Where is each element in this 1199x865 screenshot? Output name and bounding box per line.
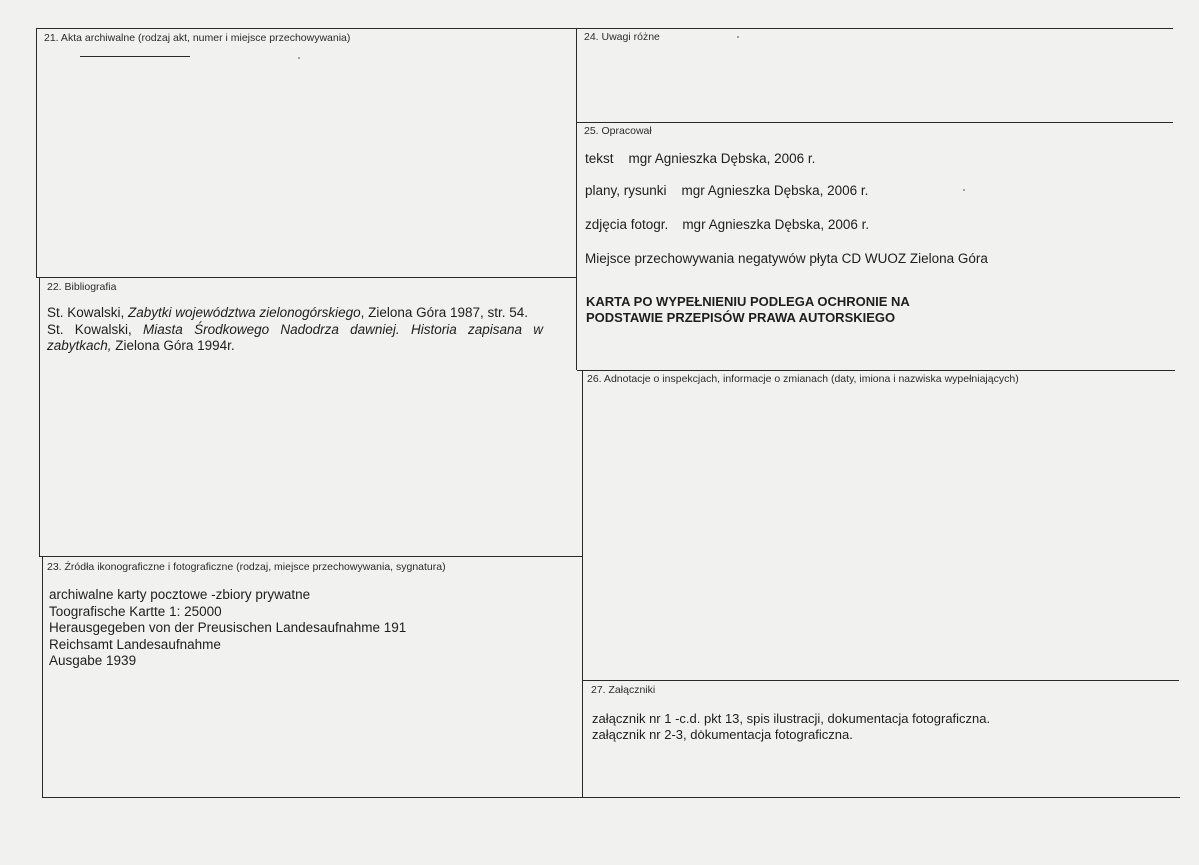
scan-speck xyxy=(298,57,300,59)
bibliography-entry-2 xyxy=(47,322,543,339)
scan-speck xyxy=(963,189,965,191)
bibliography-left-border xyxy=(39,278,40,556)
section-26-header: 26. Adnotacje o inspekcjach, informacje o zmianach (daty, imiona i nazwiska wypełniających) xyxy=(587,373,1019,385)
bibliography-entry-1 xyxy=(47,305,543,322)
source-line: Ausgabe 1939 xyxy=(49,653,137,668)
bib-author: St. Kowalski, xyxy=(47,305,129,320)
author-row-value: mgr Agnieszka Dębska, 2006 r. xyxy=(681,183,869,198)
bib-title: Miasta Środkowego Nadodrza dawniej. Historia zapisana w xyxy=(143,321,543,337)
scan-speck xyxy=(737,36,739,38)
iconographic-sources xyxy=(49,587,406,670)
bibliography-text xyxy=(47,305,543,355)
form-left-border xyxy=(36,28,37,278)
bib-title: Zabytki województwa zielonogórskiego xyxy=(128,305,361,320)
author-row-value: mgr Agnieszka Dębska, 2006 r. xyxy=(682,217,870,232)
author-row-value: mgr Agnieszka Dębska, 2006 r. xyxy=(628,151,816,166)
copyright-notice-line-1: KARTA PO WYPEŁNIENIU PODLEGA OCHRONIE NA xyxy=(586,294,910,309)
attachments-list xyxy=(592,711,990,743)
bib-details: , Zielona Góra 1987, str. 54. xyxy=(360,305,529,320)
column-divider-upper xyxy=(576,28,577,370)
source-line: Herausgegeben von der Preusischen Landesaufnahme 191 xyxy=(49,620,407,635)
bib-details: Zielona Góra 1994r. xyxy=(111,338,235,353)
short-rule xyxy=(80,56,190,57)
divider-25 xyxy=(577,122,1173,123)
bib-author: St. Kowalski, xyxy=(47,321,144,337)
divider-23 xyxy=(39,556,583,557)
bib-title: zabytkach, xyxy=(47,338,112,353)
divider-27 xyxy=(582,680,1179,681)
author-row-text xyxy=(585,151,815,166)
author-row-label: zdjęcia fotogr. xyxy=(585,217,669,232)
section-27-header: 27. Załączniki xyxy=(591,684,656,696)
column-divider-lower xyxy=(582,370,583,797)
author-row-photos xyxy=(585,217,869,232)
author-row-label: tekst xyxy=(585,151,614,166)
section-24-header: 24. Uwagi różne xyxy=(584,31,660,43)
source-line: Reichsamt Landesaufnahme xyxy=(49,636,221,652)
source-line: archiwalne karty pocztowe -zbiory prywatne xyxy=(49,587,311,602)
negatives-location: Miejsce przechowywania negatywów płyta CD WUOZ Zielona Góra xyxy=(585,251,988,266)
section-23-header: 23. Źródła ikonograficzne i fotograficzne (rodzaj, miejsce przechowywania, sygnatura) xyxy=(47,561,446,573)
section-21-header: 21. Akta archiwalne (rodzaj akt, numer i miejsce przechowywania) xyxy=(44,32,351,44)
form-left-border-lower xyxy=(42,556,43,797)
section-22-header: 22. Bibliografia xyxy=(47,281,117,293)
attachment-line: załącznik nr 2-3, dokumentacja fotograficzna. xyxy=(592,727,853,742)
divider-26 xyxy=(577,370,1175,371)
form-bottom-border xyxy=(42,797,1180,798)
attachment-line: załącznik nr 1 -c.d. pkt 13, spis ilustracji, dokumentacja fotograficzna. xyxy=(592,711,991,726)
source-line: Toografische Kartte 1: 25000 xyxy=(49,603,222,619)
copyright-notice-line-2: PODSTAWIE PRZEPISÓW PRAWA AUTORSKIEGO xyxy=(586,310,896,325)
author-row-plans xyxy=(585,183,868,198)
form-top-border xyxy=(36,28,1173,29)
copyright-notice xyxy=(586,294,910,326)
author-row-label: plany, rysunki xyxy=(585,183,667,198)
divider-22 xyxy=(36,277,577,278)
section-25-header: 25. Opracował xyxy=(584,125,652,137)
bibliography-entry-2-cont xyxy=(47,338,543,355)
